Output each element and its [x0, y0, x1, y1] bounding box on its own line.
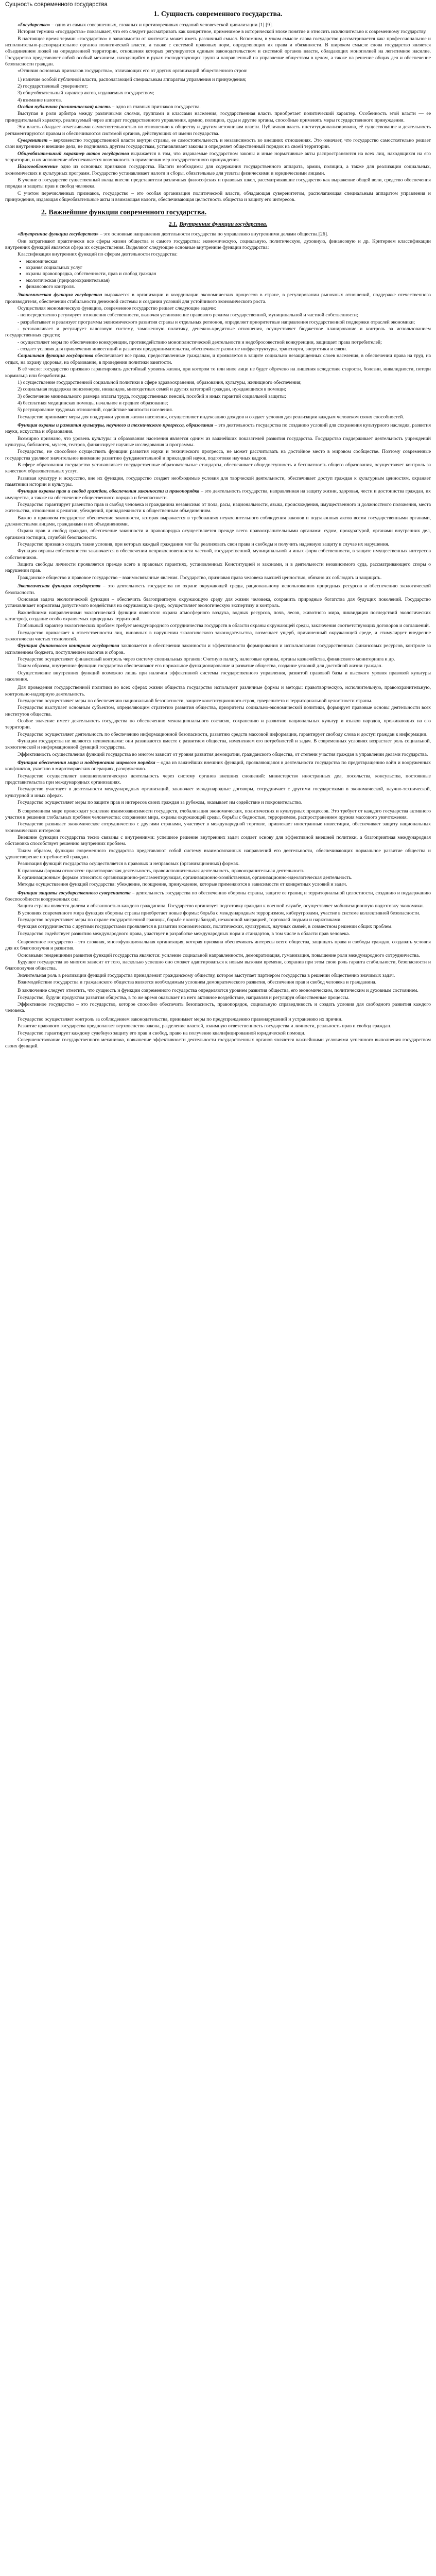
paragraph [5, 151, 431, 164]
paragraph-text: В настоящее время термин «государство» в зависимости от контекста может иметь различный смысл. Вспомним, в узком смысле слова государство рассматривается как: профессиональное и исполнительно-распорядительное органов политической власти, а также с системой правовых норм, определяющих их права и обязанности. В широком смысле слова государство является объединением людей на определенной территории, отношения которых регулируются единым законодательством и системой органов власти, обладающих монополией на легитимное насилие. Государство представляет собой особый механизм, находящийся в руках господствующих групп и направленный на управление обществом в целом, а также на решение общих дел и обеспечение безопасности граждан. [5, 36, 431, 67]
paragraph-text: Современное государство – это сложная, многофункциональная организация, которая призвана обеспечивать интересы всего общества, защищать права и свободы граждан, создавать условия для их благополучия и развития. [5, 939, 431, 952]
paragraph [5, 808, 431, 821]
paragraph-lead-term: Суверенитет [18, 137, 48, 143]
paragraph-text: История термина «государство» показывает, что его следует рассматривать как концептное, применимое в исторической эпохе понятие и относить исключительно к современному государству. [18, 29, 427, 35]
paragraph-text: Государство осуществляет меры по защите прав и интересов своих граждан за рубежом, оказывает им содействие и покровительство. [18, 800, 303, 806]
paragraph-text: 2) социальная поддержка пенсионеров, инвалидов, многодетных семей и других категорий граждан, нуждающихся в помощи; [18, 386, 286, 393]
paragraph-text: – это деятельность государства, направленная на защиту жизни, здоровья, чести и достоинства граждан, их имущества, а также на обеспечение общественного порядка и безопасности. [5, 488, 431, 501]
paragraph-text: Защита страны является долгом и обязанностью каждого гражданина. Государство организует подготовку граждан к военной службе, осуществляет мобилизационную подготовку экономики. [18, 903, 424, 909]
paragraph-text: К организационным формам относятся: организационно-регламентирующая, организационно-хозяйственная, организационно-идеологическая деятельность. [18, 874, 353, 880]
paragraph-text: В сфере образования государство устанавливает государственные образовательные стандарты, обеспечивает общедоступность и бесплатность общего образования, осуществляет контроль за качеством образовательных услуг. [5, 462, 431, 474]
paragraph-text: Государство гарантирует равенство прав и свобод человека и гражданина независимо от пола, расы, национальности, языка, происхождения, имущественного и должностного положения, места жительства, отношения к религии, убеждений, принадлежности к общественным объединениям. [5, 502, 431, 514]
paragraph-text: Гражданское общество и правовое государство – взаимосвязанные явления. Государство, признавая права человека высшей ценностью, обязано их соблюдать и защищать. [18, 574, 382, 581]
paragraph [5, 29, 431, 35]
paragraph-text: В современном мире происходит усиление взаимозависимости государств, глобализация экономических, политических и культурных процессов. Это требует от каждого государства активного участия в решении глобальных проблем человечества: сохранения мира, охраны окружающей среды, борьбы с бедностью, терроризмом, распространением оружия массового уничтожения. [5, 808, 431, 820]
paragraph [5, 191, 431, 204]
paragraph-text: Государство, не способное осуществить функции развития науки и технического прогресса, не может рассчитывать на достойное место в мировом сообществе. Поэтому современные государства уделяют значительное внимание развитию фундаментальной и прикладной науки, подготовке научных кадров. [5, 449, 431, 461]
paragraph [5, 663, 431, 669]
paragraph [5, 917, 431, 923]
paragraph-text: Основными тенденциями развития функций государства являются: усиление социальной направленности, демократизация, гуманизация, повышение роли международного сотрудничества. [18, 952, 420, 958]
paragraph [5, 488, 431, 501]
paragraph [5, 346, 431, 352]
paragraph-text: 2) государственный суверенитет; [18, 83, 88, 90]
paragraph-text: заключается в обеспечении законности и эффективности формирования и использования государственных финансовых ресурсов, контроле за исполнением бюджета, поступлением налогов и сборов. [5, 643, 431, 655]
paragraph-text: Взаимодействие государства и гражданского общества является необходимым условием демократического развития, обеспечения прав и свобод человека и гражданина. [18, 979, 377, 986]
paragraph-text: Значительная роль в реализации функций государства принадлежит гражданскому обществу, которое выступает партнером государства в решении общественно значимых задач. [18, 972, 395, 978]
list-item: • экологическая (природоохранительная) [26, 278, 431, 284]
section [5, 422, 431, 581]
paragraph-text: Государство принимает меры для поддержки уровня жизни населения, осуществляет индексацию доходов и создает условия для реализации каждым человеком своих способностей. [18, 414, 404, 420]
paragraph-text: Государство осуществляет деятельность по обеспечению информационной безопасности, развитию средств массовой информации, гарантирует свободу слова и доступ граждан к информации. [18, 731, 428, 737]
paragraph [5, 939, 431, 952]
section [5, 292, 431, 420]
paragraph [5, 548, 431, 561]
paragraph-text: Выступая в роли арбитра между различными слоями, группами и классами населения, государственная власть приобретает политический характер. Особенность этой власти — ее принудительный характер, реализуемый через аппарат государственного управления, армию, полицию, суды и другие органы, способные применять меры государственного принуждения. [5, 111, 431, 123]
paragraph-lead-term: Функция охраны и развития культуры, научного и технического прогресса, образования [18, 422, 214, 428]
paragraph-lead-term: Функция финансового контроля государства [18, 643, 119, 649]
paragraph [5, 861, 431, 867]
paragraph [5, 973, 431, 979]
list-item: • охраняя социальных услуг [26, 265, 431, 271]
paragraph [5, 575, 431, 581]
paragraph-text: 3) общеобязательный характер актов, издаваемых государством; [18, 90, 154, 96]
section [5, 583, 431, 683]
paragraph-lead-term: Социальная функция государства [18, 353, 94, 359]
paragraph [5, 36, 431, 68]
paragraph-text: Осуществляя экономическую функцию, современное государство решает следующие задачи: [18, 306, 216, 312]
paragraph [5, 386, 431, 393]
section [5, 988, 431, 1014]
section-title: Сущность современного государства. [161, 10, 283, 18]
paragraph-text: Государство выступает основным субъектом, определяющим стратегию развития общества, приоритеты социально-экономической политики, формирует правовые основы деятельности всех институтов общества. [5, 705, 431, 717]
paragraph-text: Охрана прав и свобод граждан, обеспечение законности и правопорядка осуществляется прежде всего правоохранительными органами: судом, прокуратурой, органами внутренних дел, органами юстиции, службой безопасности. [5, 528, 431, 540]
paragraph [5, 319, 431, 326]
paragraph-text: Государство осуществляет контроль за соблюдением законодательства, принимает меры по предупреждению правонарушений и устранению их причин. [18, 1016, 343, 1022]
paragraph-text: - создает условия для привлечения инвестиций и развития предпринимательства, обеспечивает развитие инфраструктуры, транспорта, энергетики и связи. [18, 346, 347, 352]
paragraph [5, 77, 431, 83]
paragraph [5, 104, 431, 110]
list-item: • финансового контроля. [26, 284, 431, 290]
paragraph-text: 1) наличие особой публичной власти, располагающей специальным аппаратом управления и принуждения; [18, 76, 247, 82]
paragraph [5, 988, 431, 994]
paragraph-text: Защита свободы личности проявляется прежде всего в правовых гарантиях, установленных Конституцией и законами, и в деятельности независимого суда, рассматривающего споры о нарушении прав. [5, 562, 431, 574]
paragraph-lead-term: Функция охраны прав и свобод граждан, обеспечения законности и правопорядка [18, 488, 200, 495]
paragraph [5, 22, 431, 28]
paragraph-text: выражается в том, что издаваемые государством законы и иные нормативные акты распространяются на всех лиц, находящихся на его территории, и их исполнение обеспечивается возможностью применения мер государственного принуждения. [5, 150, 431, 163]
paragraph-text: Внешние функции государства тесно связаны с внутренними: успешное решение внутренних задач создает основу для эффективной внешней политики, а благоприятная международная обстановка способствует решению внутренних проблем. [5, 834, 431, 847]
section-number: 2. [41, 209, 47, 217]
paragraph [5, 239, 431, 251]
paragraph-text: Будущее государства во многом зависит от того, насколько успешно оно сможет адаптироваться к новым вызовам времени, сохранив при этом свою роль гаранта стабильности, безопасности и благополучия общества. [5, 959, 431, 972]
paragraph-text: В её числе: государство призвано гарантировать достойный уровень жизни, при котором то или иное лицо не будет обречено на лишения вследствие старости, болезни, инвалидности, потери кормильца или безработицы. [5, 366, 431, 379]
paragraph-lead-term: «Государство» [18, 22, 50, 28]
paragraph [5, 868, 431, 874]
paragraph-text: Государство участвует в деятельности международных организаций, заключает международные договоры, сотрудничает с другими государствами в экономической, научно-технической, культурной и иных сферах. [5, 786, 431, 799]
paragraph-text: 5) регулирование трудовых отношений, содействие занятости населения. [18, 407, 173, 413]
paragraph-text: Совершенствование государственного механизма, повышение эффективности деятельности государственных органов являются важнейшими условиями успешного выполнения государством своих функций. [5, 1037, 431, 1049]
paragraph [5, 752, 431, 758]
paragraph-lead-term: Экологическая функция государства [18, 583, 101, 589]
paragraph [5, 340, 431, 346]
paragraph [5, 394, 431, 400]
paragraph [5, 732, 431, 738]
paragraph-text: Важнейшими направлениями экологической функции являются: охрана атмосферного воздуха, водных ресурсов, почв, лесов, животного мира, ликвидация последствий экологических катастроф, создание особо охраняемых природных территорий. [5, 609, 431, 622]
document-body [5, 10, 431, 1050]
paragraph [5, 685, 431, 698]
section-number: 1. [153, 10, 159, 18]
paragraph-text: – верховенство государственной власти внутри страны, ее самостоятельность и независимость во внешних отношениях. Это означает, что государство самостоятельно решает свои внутренние и внешние дела, не подчиняясь другим государствам, устанавливает законы и определяет общественный порядок на своей территории. [5, 137, 431, 150]
paragraph-text: Особое значение имеет деятельность государства по обеспечению межнационального согласия, сохранению и развитию национальных культур и языков народов, проживающих на его территории. [5, 718, 431, 731]
section [5, 760, 431, 806]
paragraph [5, 138, 431, 150]
section-heading [5, 10, 431, 19]
paragraph [5, 875, 431, 881]
paragraph-text: В заключение следует отметить, что сущность и функции современного государства определяются уровнем развития общества, его экономическим, политическим и духовным состоянием. [18, 988, 418, 994]
paragraph [5, 380, 431, 386]
paragraph-text: В учение о государстве существенный вклад внесли представители различных философских и правовых школ, рассматривавшие государство как выражение общей воли, средство обеспечения порядка и защиты прав и свобод человека. [5, 177, 431, 190]
paragraph [5, 111, 431, 124]
paragraph-text: – это основные направления деятельности государства по управлению внутренними делами общества.[26]. [98, 231, 328, 238]
paragraph [5, 903, 431, 909]
paragraph-text: В условиях современного мира функция обороны страны приобретает новые формы: борьба с международным терроризмом, киберугрозами, участие в системе коллективной безопасности. [18, 910, 421, 916]
paragraph [5, 656, 431, 663]
paragraph [5, 670, 431, 683]
paragraph [5, 164, 431, 177]
section [5, 10, 431, 75]
paragraph-text: Для проведения государственной политики во всех сферах жизни общества государство использует различные формы и методы: правотворческую, исполнительную, правоохранительную, контрольно-надзорную деятельность. [5, 685, 431, 697]
paragraph-text: Всемирно признано, что уровень культуры и образования населения является одним из важнейших показателей развития государства. Государство поддерживает деятельность учреждений культуры, библиотек, музеев, театров, финансирует научные исследования и программы. [5, 435, 431, 448]
paragraph-text: Государство привлекает к ответственности лиц, виновных в нарушении экологического законодательства, возмещает ущерб, причиненный окружающей среде, и стимулирует внедрение экологически чистых технологий. [5, 630, 431, 642]
paragraph [5, 231, 431, 238]
paragraph [5, 800, 431, 806]
paragraph [5, 1023, 431, 1029]
paragraph [5, 414, 431, 420]
paragraph-text: Таким образом, внутренние функции государства обеспечивают его нормальное функционирование и развитие общества, создание условий для достойной жизни граждан. [18, 663, 383, 669]
paragraph-text: – это деятельность государства по созданию условий для сохранения культурного наследия, развития науки, искусства и образования. [5, 422, 431, 435]
paragraph-lead-term: Функция защиты государственного суверенитета [18, 890, 131, 896]
paragraph-text: Государство содействует развитию международного права, участвует в разработке международных норм и стандартов, в том числе в области прав человека. [18, 930, 350, 937]
paragraph [5, 90, 431, 96]
paragraph-text: Развивая культуру и искусство, вне их функции, государство создает необходимые условия для творческой деятельности, обеспечивает доступ граждан к культурным ценностям, охраняет памятники истории и культуры. [5, 475, 431, 487]
paragraph-text: Эффективное государство – это государство, которое способно обеспечить безопасность, правопорядок, социальную справедливость и создать условия для свободного развития каждого человека. [5, 1002, 431, 1014]
paragraph [5, 953, 431, 959]
paragraph [5, 738, 431, 751]
paragraph [5, 449, 431, 462]
paragraph-text: - осуществляет меры по обеспечению конкуренции, противодействию монополистической деятельности и недобросовестной конкуренции, защищает права потребителей; [18, 339, 382, 345]
subsection-number: 2.1. [168, 221, 178, 228]
paragraph-text: – одна из важнейших внешних функций, проявляющаяся в деятельности государства по предотвращению войн и вооруженных конфликтов, участию в миротворческих операциях, разоружению. [5, 760, 431, 772]
paragraph [5, 312, 431, 318]
paragraph-lead-term: Экономическая функция государства [18, 292, 102, 298]
paragraph [5, 366, 431, 379]
paragraph-text: - устанавливает и регулирует налоговую систему, таможенную политику, денежно-кредитные отношения, осуществляет бюджетное планирование и контроль за использованием государственных средств; [5, 326, 431, 338]
paragraph [5, 698, 431, 704]
paragraph-text: Они затрагивают практически все сферы жизни общества и самого государства: экономическую, социальную, политическую, духовную, финансовую и др. Критерием классификации внутренних функций является сфера их осуществления. Выделяют следующие основные внутренние функции государства: [5, 238, 431, 250]
paragraph [5, 476, 431, 488]
paragraph-text: Государство гарантирует каждому судебную защиту его прав и свобод, право на получение квалифицированной юридической помощи. [18, 1030, 306, 1036]
paragraph-text: Государство осуществляет финансовый контроль через систему специальных органов: Счетную палату, налоговые органы, органы казначейства, финансового мониторинга и др. [18, 656, 395, 662]
paragraph-lead-term: Функция обеспечения мира и поддержания мирового порядка [18, 760, 155, 766]
paragraph-text: - разрабатывает и реализует программы экономического развития страны и отдельных регионов, определяет приоритетные направления государственной поддержки отраслей экономики; [18, 319, 415, 325]
paragraph-text: Классификация внутренних функций по сферам деятельности государства: [18, 251, 178, 258]
paragraph [5, 630, 431, 643]
paragraph-text: обеспечивает все права, предоставленные гражданам, и проявляется в защите социально незащищенных слоев населения, в обеспечении права на труд, на отдых, на охрану здоровья, на образование, в проведении политики занятости. [5, 353, 431, 365]
paragraph-text: Основная задача экологической функции – обеспечить благоприятную окружающую среду для жизни человека, сохранить природные богатства для будущих поколений. Государство устанавливает нормативы допустимого воздействия на окружающую среду, осуществляет экологическую экспертизу и контроль. [5, 596, 431, 609]
paragraph [5, 924, 431, 930]
paragraph [5, 835, 431, 848]
paragraph [5, 177, 431, 190]
paragraph [5, 462, 431, 475]
paragraph [5, 83, 431, 90]
paragraph-lead-term: «Внутренние функции государства» [18, 231, 99, 238]
paragraph-text: Государство, будучи продуктом развития общества, в то же время оказывает на него активное воздействие, направляя и регулируя общественные процессы. [18, 994, 350, 1001]
paragraph-text: Методы осуществления функций государства: убеждение, поощрение, принуждение, которые применяются в зависимости от конкретных условий и задач. [18, 882, 347, 888]
paragraph [5, 515, 431, 528]
paragraph-text: С учетом перечисленных признаков, государство – это особая организация политической власти, обладающая суверенитетом, располагающая специальным аппаратом управления и принуждения, издающая общеобязательные акты и взимающая налоги, обеспечивающая целостность общества и защиту его интересов. [5, 190, 431, 202]
section [5, 77, 431, 204]
paragraph [5, 436, 431, 449]
paragraph-text: – деятельность государства по обеспечению обороны страны, защите ее границ и территориальной целостности, созданию и поддержанию боеспособности вооруженных сил. [5, 890, 431, 902]
paragraph-text: Государство призвано создать такие условия, при которых каждый гражданин мог бы реализовать свои права и свободы и получить надежную защиту в случае их нарушения. [18, 541, 389, 548]
paragraph-text: 3) обеспечение минимального размера оплаты труда, государственных пенсий, пособий и иных гарантий социальной защиты; [18, 393, 286, 399]
section [5, 890, 431, 937]
paragraph-text: Государство осуществляет внешнеполитическую деятельность через систему органов внешних сношений: министерство иностранных дел, посольства, консульства, постоянные представительства при международных организациях. [5, 773, 431, 786]
section [5, 208, 431, 290]
paragraph [5, 292, 431, 305]
paragraph [5, 326, 431, 339]
paragraph-text: - непосредственно регулирует отношения собственности, включая установление правового режима государственной, муниципальной и частной собственности; [18, 312, 358, 318]
paragraph-text: – одно из главных признаков государства. [110, 104, 201, 110]
paragraph-lead-term: Налогообложение [18, 164, 58, 170]
paragraph [5, 1030, 431, 1037]
paragraph-text: Эта власть обладает отчетливыми самостоятельностью по отношению к обществу и другим источникам власти. Публичная власть институционализирована, её существование и деятельность регламентируются правом и обеспечиваются системой органов, действующих от имени государства. [5, 124, 431, 137]
paragraph-text: Таким образом, функции современного государства представляют собой систему взаимосвязанных направлений его деятельности, обеспечивающих нормальное развитие общества и удовлетворение потребностей граждан. [5, 848, 431, 860]
paragraph-text: К правовым формам относятся: правотворческая деятельность, правоисполнительная деятельность, правоохранительная деятельность. [18, 868, 306, 874]
paragraph [5, 400, 431, 406]
paragraph-text: 4) бесплатная медицинская помощь, начальное и среднее образование; [18, 400, 168, 406]
paragraph [5, 786, 431, 799]
paragraph [5, 979, 431, 986]
paragraph [5, 562, 431, 574]
paragraph [5, 959, 431, 972]
paragraph [5, 124, 431, 137]
page-title: Сущность современного государства [5, 2, 108, 8]
subsection-title: Внутренние функции государства. [179, 221, 268, 228]
paragraph [5, 931, 431, 937]
bullet-list [5, 259, 431, 291]
section-title: Важнейшие функции современного государства. [48, 209, 207, 217]
paragraph-text: – одно из самых совершенных, сложных и противоречивых созданий человеческой цивилизации.[1] [9]. [50, 22, 273, 28]
paragraph [5, 760, 431, 773]
section [5, 685, 431, 758]
paragraph [5, 995, 431, 1001]
paragraph [5, 422, 431, 435]
paragraph [5, 821, 431, 834]
paragraph [5, 848, 431, 861]
paragraph [5, 353, 431, 366]
paragraph-text: Эффективность осуществления функций государства во многом зависит от уровня развития демократии, гражданского общества, от степени участия граждан в управлении делами государства. [18, 751, 428, 757]
paragraph-text: Функция сотрудничества с другими государствами проявляется в развитии экономических, политических, культурных, научных связей, в совместном решении общих проблем. [18, 924, 393, 930]
paragraph-text: Важно в правовом государстве обеспечение законности, которая выражается в требованиях неукоснительного соблюдения законов и подзаконных актов всеми государственными органами, должностными лицами, гражданами и их объединениями. [5, 515, 431, 528]
paragraph [5, 705, 431, 718]
section [5, 939, 431, 986]
paragraph-text: одно из основных признаков государства. Налоги необходимы для содержания государственного аппарата, армии, полиции, а также для реализации социальных, экономических и культурных программ. Государство устанавливает налоги и сборы, обязательные для уплаты физическими и юридическими лицами. [5, 164, 431, 176]
paragraph [5, 407, 431, 413]
paragraph-text: «Отличия основных признаков государства», отличающих его от других организаций общественного строя: [18, 68, 248, 74]
section [5, 1016, 431, 1050]
paragraph [5, 1002, 431, 1014]
paragraph-text: 4) взимание налогов. [18, 97, 62, 103]
section [5, 808, 431, 888]
paragraph [5, 502, 431, 515]
list-item: • охраны правопорядка, собственности, прав и свобод граждан [26, 271, 431, 277]
paragraph [5, 623, 431, 629]
paragraph [5, 97, 431, 104]
paragraph-text: Глобальный характер экологических проблем требует международного сотрудничества государств в области охраны окружающей среды, заключения соответствующих договоров и соглашений. [18, 623, 430, 629]
paragraph [5, 890, 431, 903]
paragraph [5, 610, 431, 623]
paragraph-text: Государство развивает экономическое сотрудничество с другими странами, участвует в международной торговле, привлекает иностранные инвестиции, обеспечивает защиту национальных экономических интересов. [5, 821, 431, 834]
paragraph [5, 583, 431, 596]
paragraph [5, 528, 431, 541]
list-item: • экономическая [26, 259, 431, 265]
paragraph-text: выражается в организации и координации экономических процессов в стране, в регулировании рыночных отношений, поддержке отечественного производителя, обеспечении стабильности денежной системы и создании условий для устойчивого экономического роста. [5, 292, 431, 304]
paragraph-text: 1) осуществление государственной социальной политики в сфере здравоохранения, образования, культуры, жилищного обеспечения; [18, 379, 302, 385]
paragraph [5, 68, 431, 74]
paragraph-text: – это деятельность государства по охране окружающей среды, рациональному использованию природных ресурсов и обеспечению экологической безопасности. [5, 583, 431, 596]
paragraph-text: Государство осуществляет меры по обеспечению национальной безопасности, защите конституционного строя, суверенитета и территориальной целостности страны. [18, 698, 373, 704]
paragraph [5, 541, 431, 548]
paragraph-text: Функции государства не являются неизменными: они развиваются вместе с развитием общества, изменением его потребностей и задач. В современных условиях возрастает роль социальной, экологической и информационной функций государства. [5, 738, 431, 751]
paragraph-lead-term: Общеобязательный характер актов государства [18, 150, 129, 157]
paragraph-lead-term: Особая публичная (политическая) власть [18, 104, 111, 110]
section-heading [5, 208, 431, 217]
paragraph-text: Функция охраны собственности заключается в обеспечении неприкосновенности частной, государственной, муниципальной и иных форм собственности, в защите имущественных интересов собственников. [5, 548, 431, 561]
paragraph-text: Реализация функций государства осуществляется в правовых и неправовых (организационных) формах. [18, 861, 240, 867]
paragraph-text: Государство осуществляет меры по охране государственной границы, борьбе с контрабандой, незаконной миграцией, торговлей людьми и наркотиками. [18, 917, 342, 923]
paragraph [5, 597, 431, 609]
paragraph [5, 1016, 431, 1023]
paragraph-text: Развитие правового государства предполагает верховенство закона, разделение властей, взаимную ответственность государства и личности, реальность прав и свобод граждан. [18, 1023, 392, 1029]
paragraph [5, 251, 431, 258]
paragraph [5, 306, 431, 312]
paragraph [5, 882, 431, 888]
paragraph [5, 910, 431, 917]
paragraph-text: Осуществление внутренних функций возможно лишь при наличии эффективной системы государственного управления, развитой правовой базы и высокого уровня правовой культуры населения. [5, 670, 431, 682]
paragraph [5, 1037, 431, 1050]
subsection-heading [5, 221, 431, 228]
paragraph [5, 643, 431, 656]
paragraph [5, 773, 431, 786]
paragraph [5, 718, 431, 731]
